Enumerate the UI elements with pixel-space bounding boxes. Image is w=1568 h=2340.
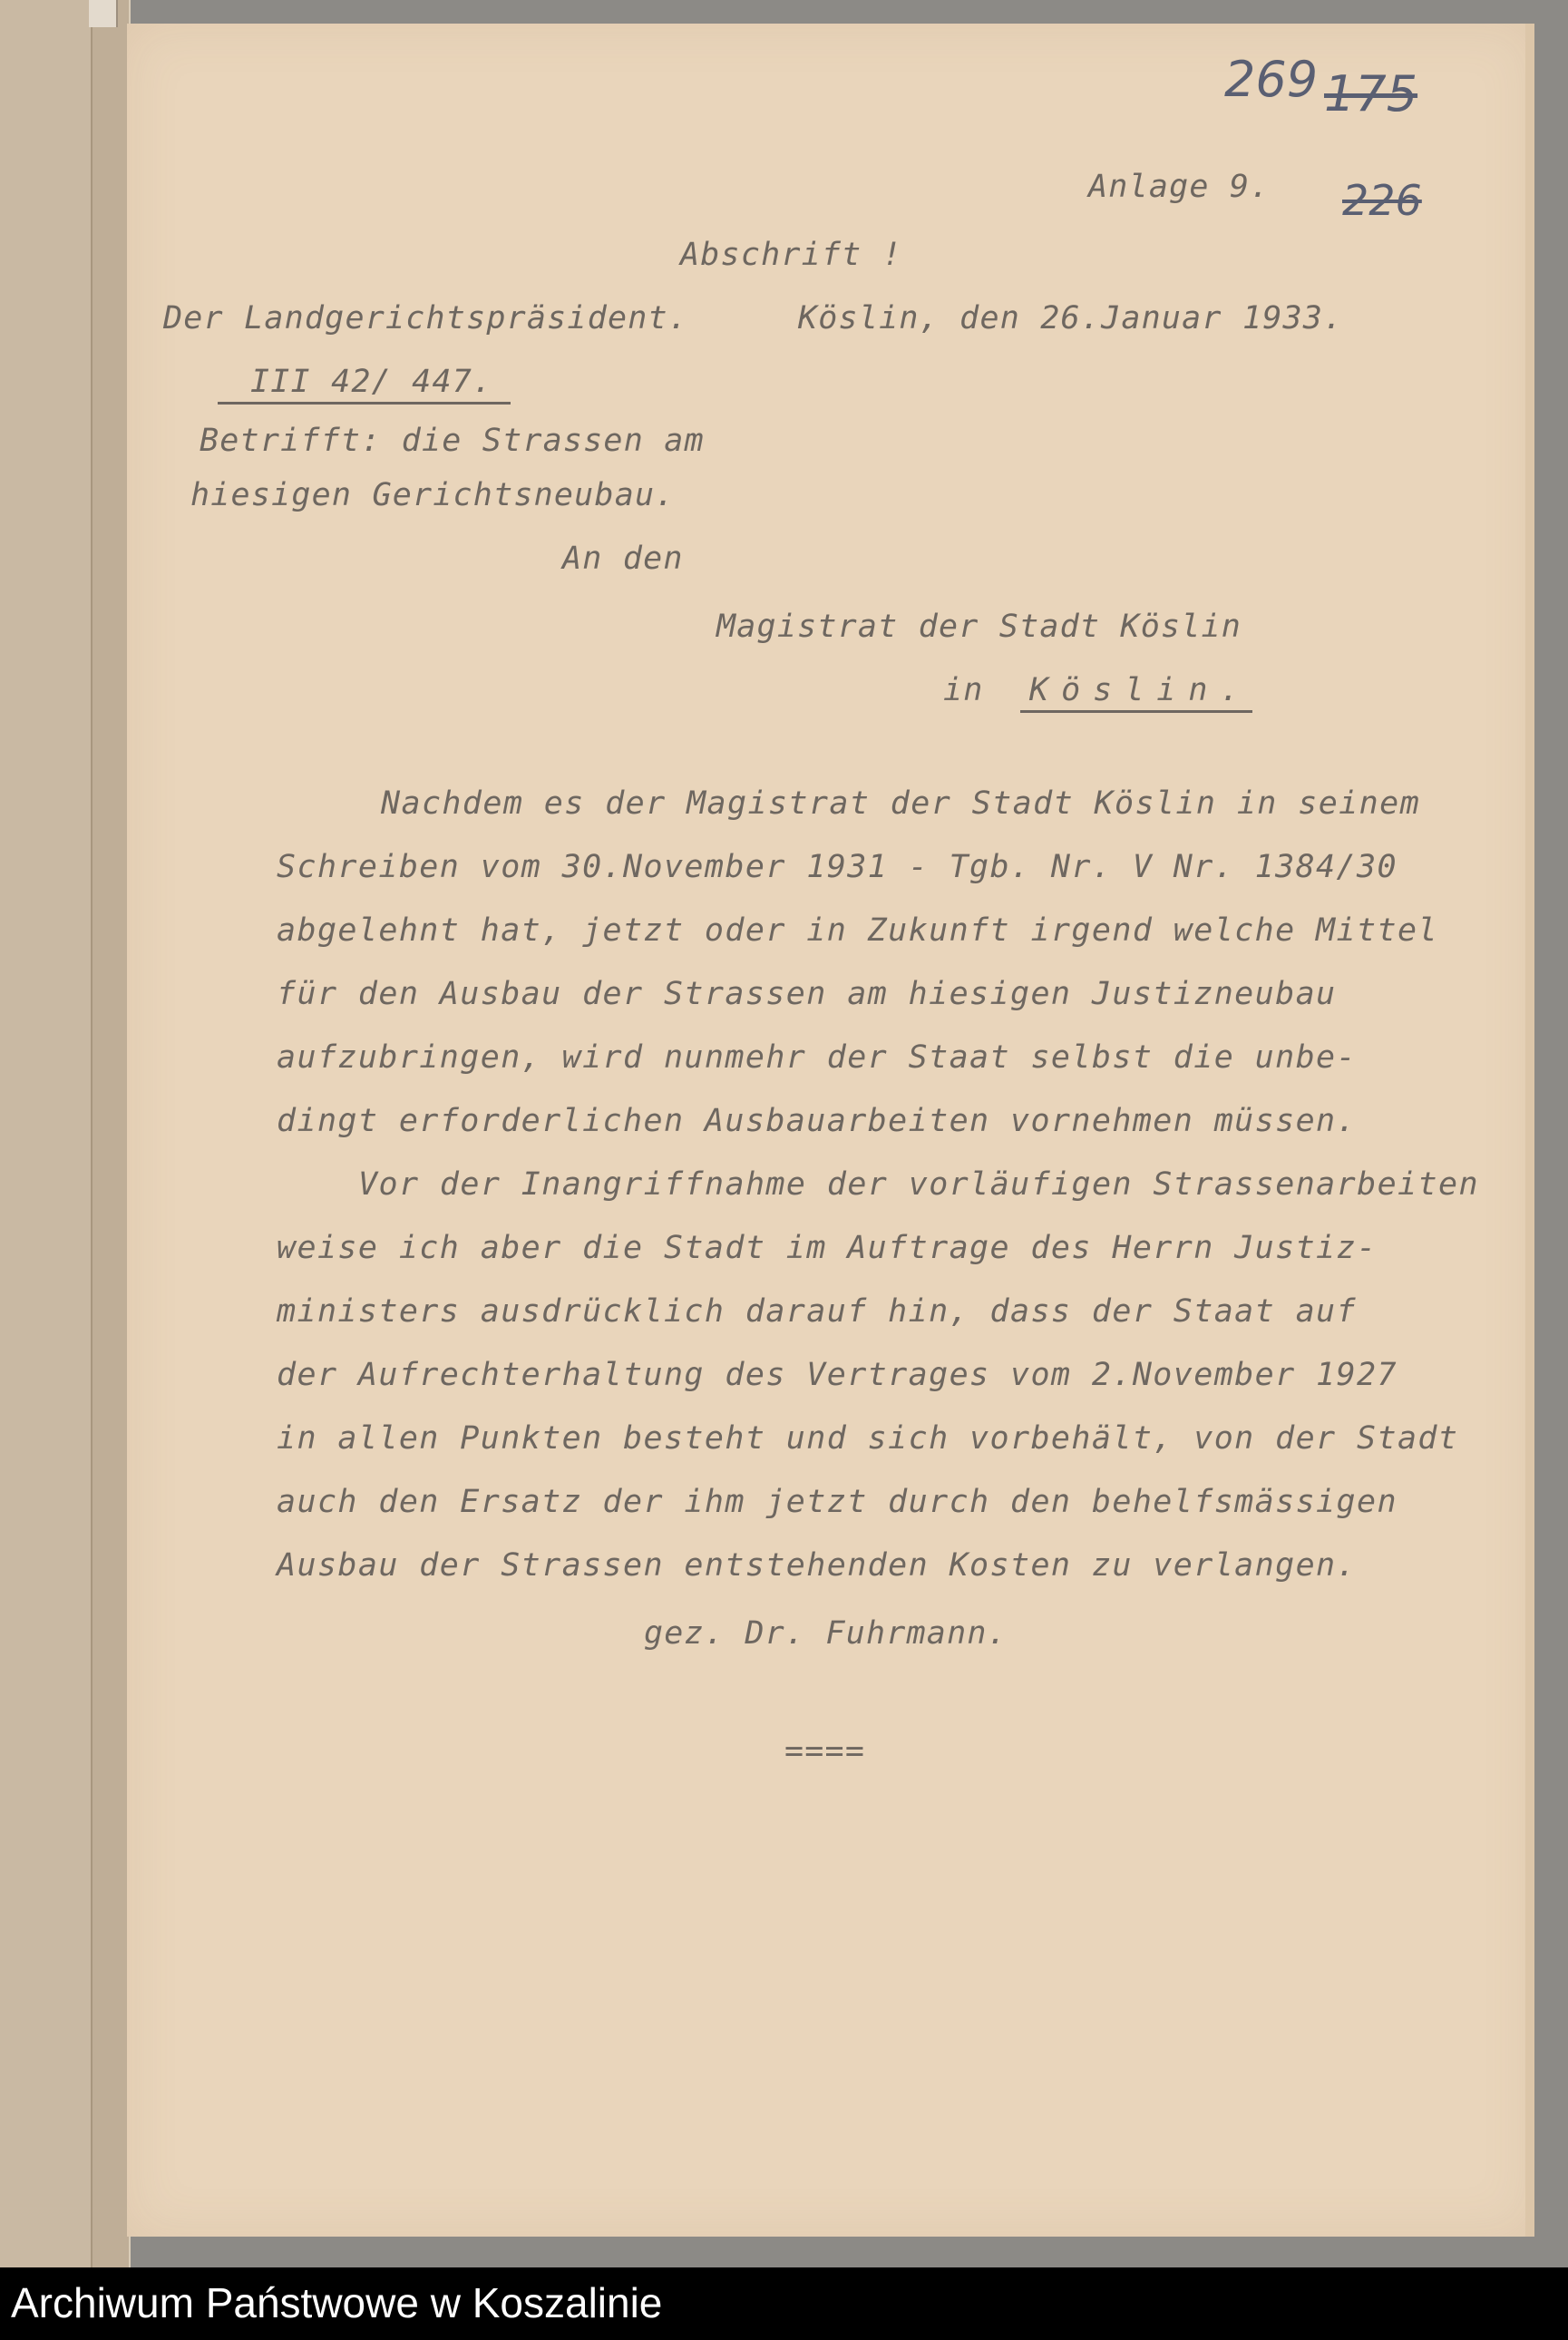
copy-mark: Abschrift ! [680, 237, 902, 273]
body-line: Vor der Inangriffnahme der vorläufigen Strassenarbeiten [358, 1166, 1479, 1203]
struck-page-number-1: 175 [1324, 65, 1418, 122]
subject-line-2: hiesigen Gerichtsneubau. [190, 477, 676, 513]
reference-number: III 42/ 447. [218, 364, 511, 405]
recipient-city-prefix: in [943, 672, 984, 708]
folder-tab [89, 0, 118, 27]
body-line: für den Ausbau der Strassen am hiesigen Justizneubau [277, 976, 1337, 1012]
body-line: auch den Ersatz der ihm jetzt durch den behelfsmässigen [277, 1484, 1398, 1520]
body-line: der Aufrechterhaltung des Vertrages vom 2.November 1927 [277, 1357, 1398, 1393]
body-line: Nachdem es der Magistrat der Stadt Köslin in seinem [381, 785, 1421, 822]
body-line: Ausbau der Strassen entstehenden Kosten zu verlangen. [277, 1547, 1358, 1584]
page-edge [1525, 24, 1534, 2237]
recipient-name: Magistrat der Stadt Köslin [716, 609, 1242, 645]
body-line: aufzubringen, wird nunmehr der Staat selbst die unbe- [277, 1039, 1358, 1076]
end-mark: ==== [784, 1733, 866, 1770]
body-line: in allen Punkten besteht und sich vorbehält, von der Stadt [277, 1420, 1459, 1457]
subject-line-1: Betrifft: die Strassen am [200, 423, 705, 459]
handwritten-page-number: 269 [1224, 51, 1319, 108]
sender: Der Landgerichtspräsident. [163, 300, 689, 336]
body-line: ministers ausdrücklich darauf hin, dass der Staat auf [277, 1293, 1358, 1330]
place-date: Köslin, den 26.Januar 1933. [798, 300, 1344, 336]
recipient-city: Köslin. [1020, 672, 1252, 713]
body-line: abgelehnt hat, jetzt oder in Zukunft irgend welche Mittel [277, 912, 1438, 949]
signature: gez. Dr. Fuhrmann. [644, 1615, 1008, 1652]
enclosure-label: Anlage 9. [1088, 169, 1271, 205]
recipient-to: An den [562, 541, 684, 577]
body-line: dingt erforderlichen Ausbauarbeiten vornehmen müssen. [277, 1103, 1358, 1139]
archive-footer-bar [0, 2267, 1568, 2340]
folder-spine [91, 0, 131, 2267]
body-line: weise ich aber die Stadt im Auftrage des Herrn Justiz- [277, 1230, 1378, 1266]
document-page [127, 24, 1534, 2237]
body-line: Schreiben vom 30.November 1931 - Tgb. Nr. V Nr. 1384/30 [277, 849, 1398, 885]
archive-name: Archiwum Państwowe w Koszalinie [11, 2279, 663, 2326]
struck-page-number-2: 226 [1342, 176, 1422, 225]
